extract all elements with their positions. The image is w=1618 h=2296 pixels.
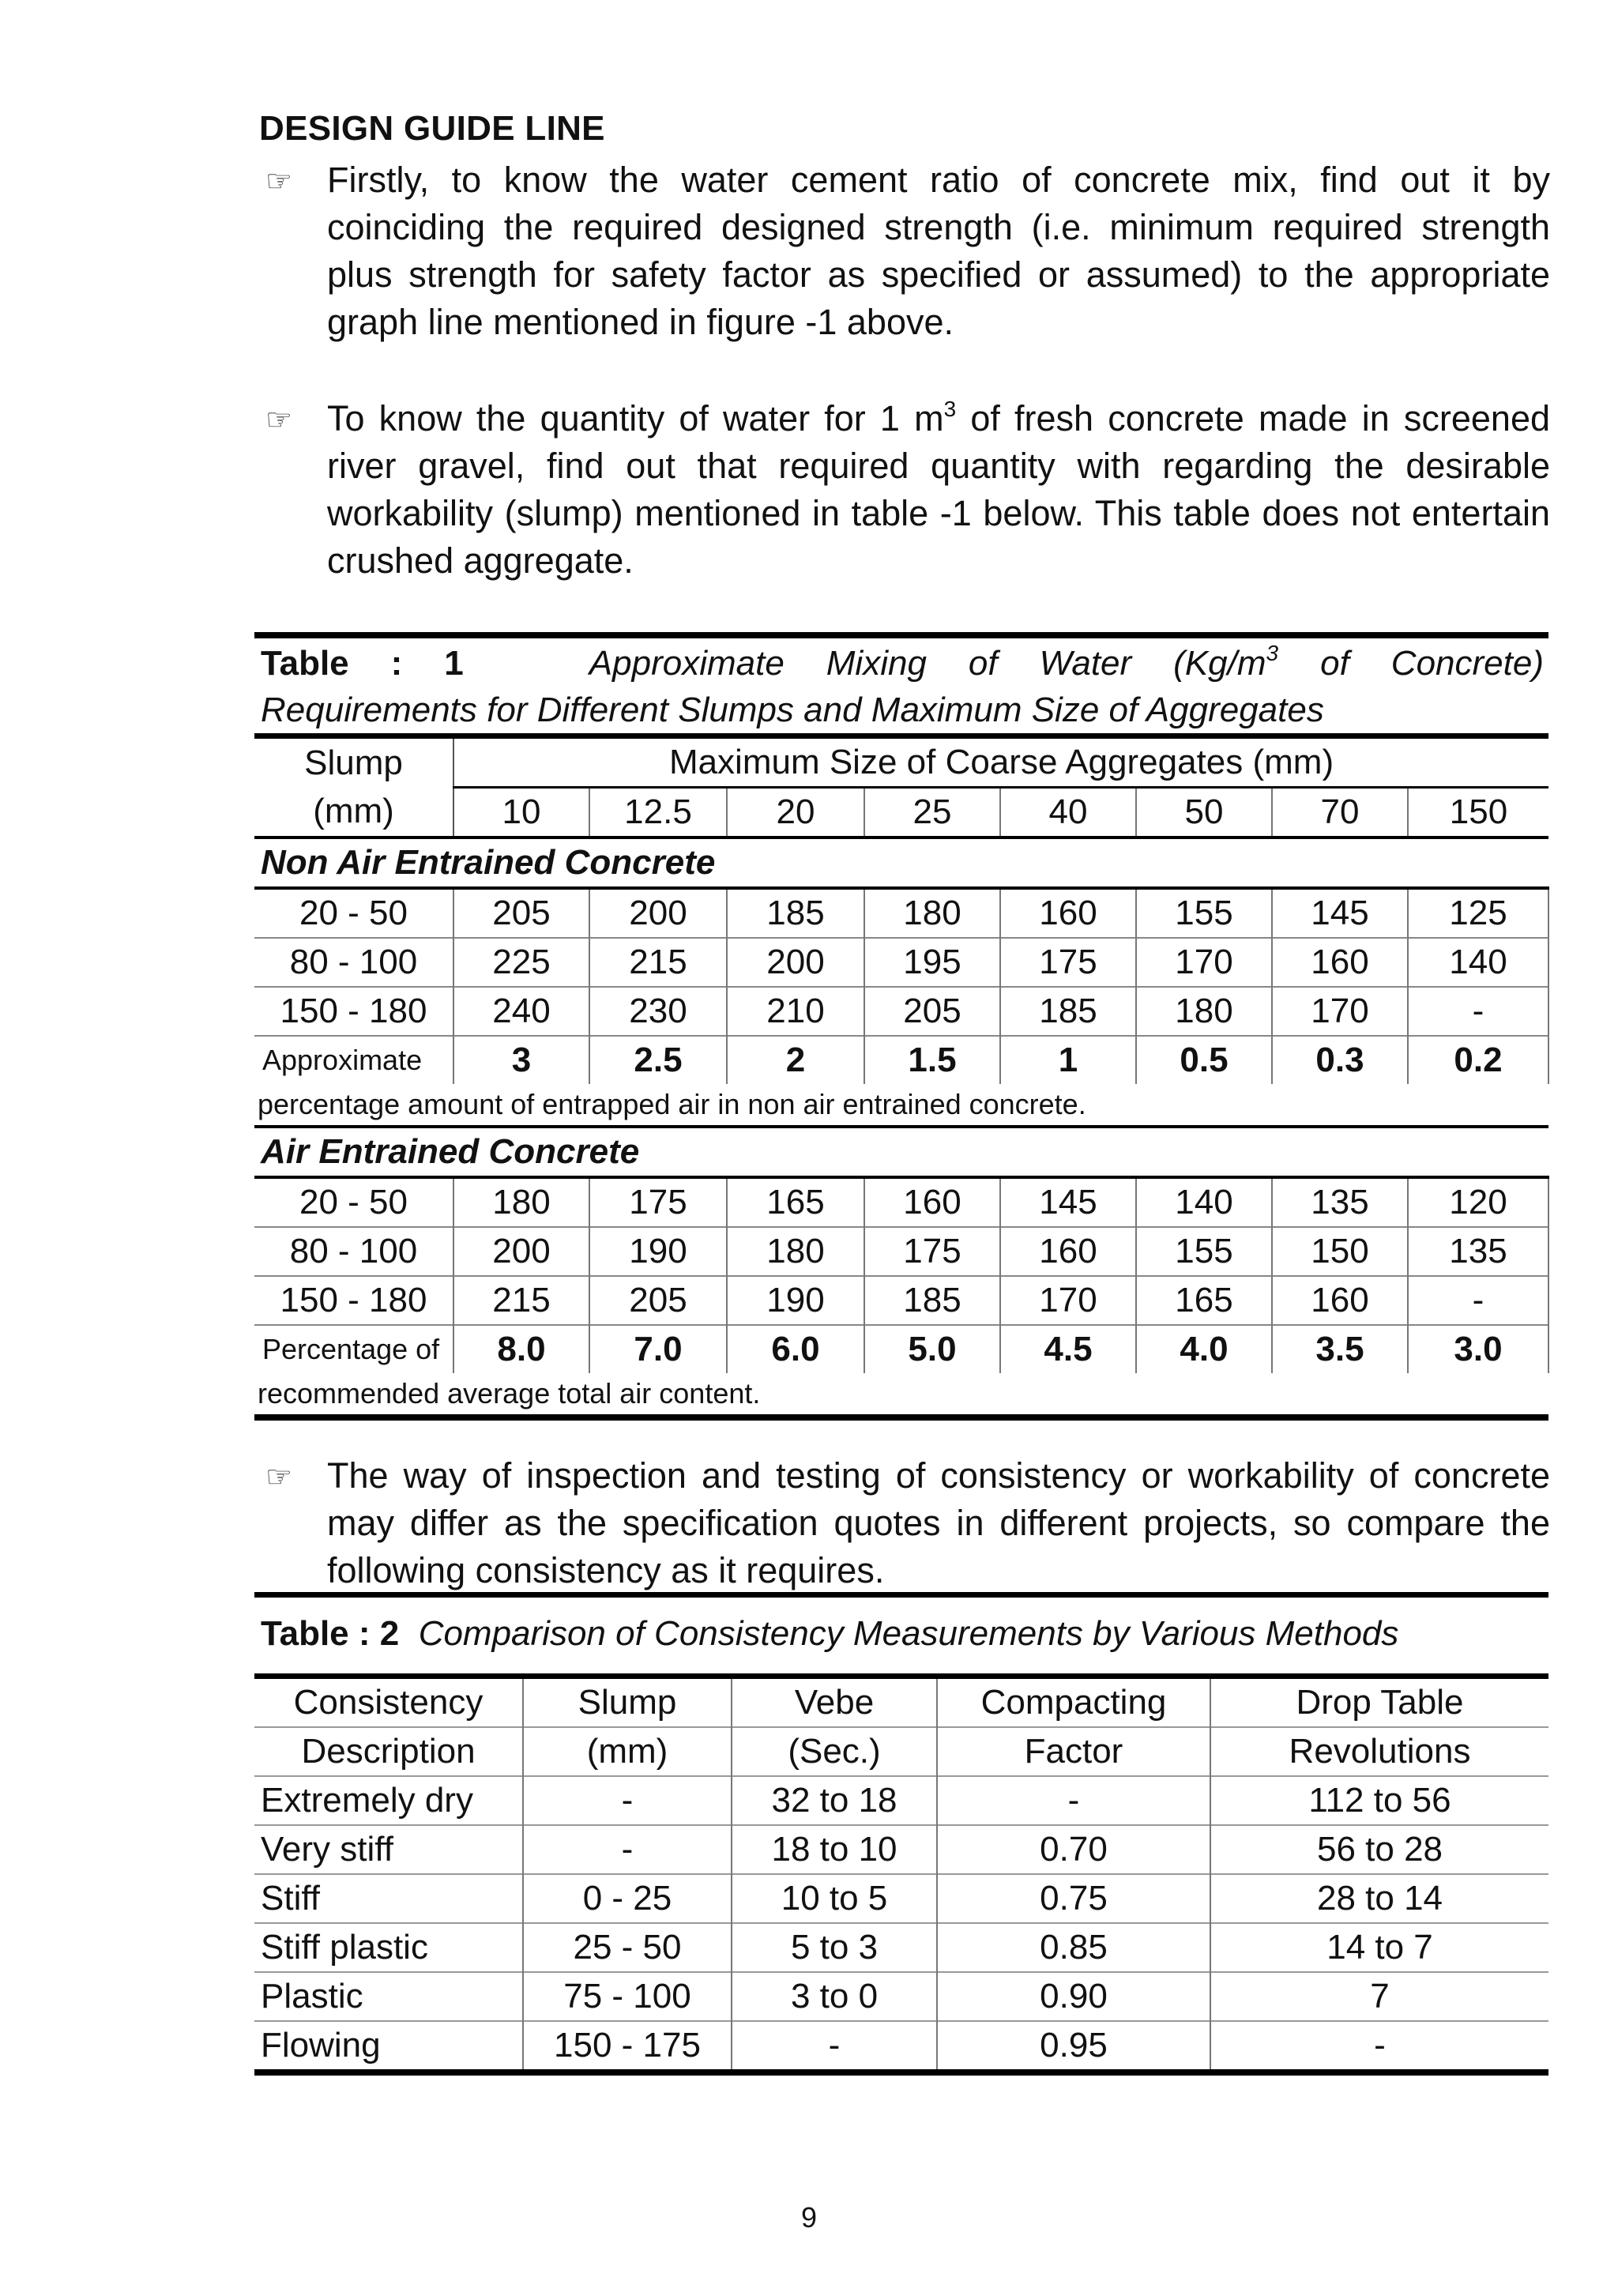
total-air-row: Percentage of 8.0 7.0 6.0 5.0 4.5 4.0 3.5 3.0 <box>254 1325 1548 1373</box>
size-col: 10 <box>453 788 589 837</box>
pointing-hand-icon: ☞ <box>265 404 293 437</box>
table-2-caption: Table : 2 Comparison of Consistency Measurements by Various Methods <box>261 1614 1399 1653</box>
table-row: 20 - 50 205 200 185 180 160 155 145 125 <box>254 888 1548 938</box>
size-col: 20 <box>727 788 864 837</box>
pointing-hand-icon: ☞ <box>265 1461 293 1494</box>
non-air-section-title: Non Air Entrained Concrete <box>254 836 1548 886</box>
air-note: recommended average total air content. <box>258 1377 761 1410</box>
table-row: Plastic 75 - 100 3 to 0 0.90 7 <box>254 1972 1548 2021</box>
table-1-header <box>254 733 1548 836</box>
table-row: Extremely dry - 32 to 18 - 112 to 56 <box>254 1776 1548 1825</box>
non-air-table <box>254 886 1549 1084</box>
bullet-consistency <box>265 1452 1550 1594</box>
table-row: Flowing 150 - 175 - 0.95 - <box>254 2021 1548 2072</box>
slump-header: Slump <box>254 736 453 788</box>
table-row: 150 - 180 240 230 210 205 185 180 170 - <box>254 987 1548 1036</box>
bullet-text: The way of inspection and testing of consistency or workability of concrete may differ as the specification quotes in different projects, so compare the following consistency as it requires. <box>327 1455 1550 1590</box>
air-section-title: Air Entrained Concrete <box>254 1125 1548 1176</box>
table-row: Stiff plastic 25 - 50 5 to 3 0.85 14 to 7 <box>254 1923 1548 1972</box>
size-col: 12.5 <box>589 788 727 837</box>
table-row: Very stiff - 18 to 10 0.70 56 to 28 <box>254 1825 1548 1874</box>
bullet-text: To know the quantity of water for 1 $m^3$ of fresh concrete made in screened river gravel, find out that required quantity with regarding the desirable workability (slump) mentioned in table -1 below. This table does not entertain crushed aggregate. <box>327 397 1551 581</box>
bullet-text: Firstly, to know the water cement ratio of concrete mix, find out it by coinciding the required designed strength (i.e. minimum required strength plus strength for safety factor as specified or assumed) to the appropriate graph line mentioned in figure -1 above. <box>327 160 1550 342</box>
table-2 <box>254 1592 1548 2076</box>
slump-unit-header: (mm) <box>254 788 453 837</box>
table-row: 20 - 50 180 175 165 160 145 140 135 120 <box>254 1177 1548 1227</box>
table-row: Stiff 0 - 25 10 to 5 0.75 28 to 14 <box>254 1874 1548 1923</box>
size-col: 70 <box>1272 788 1408 837</box>
page-number: 9 <box>800 2201 818 2234</box>
table-1 <box>254 632 1548 1421</box>
size-col: 150 <box>1449 792 1508 831</box>
size-header: Maximum Size of Coarse Aggregates (mm) <box>453 736 1548 788</box>
table-row: 80 - 100 200 190 180 175 160 155 150 135 <box>254 1227 1548 1276</box>
non-air-note: percentage amount of entrapped air in non air entrained concrete. <box>258 1088 1086 1120</box>
table-1-caption-line2: Requirements for Different Slumps and Maximum Size of Aggregates <box>261 691 1324 729</box>
table-row: 150 - 180 215 205 190 185 170 165 160 - <box>254 1276 1548 1325</box>
table-header-row: Consistency Slump Vebe Compacting Drop Table <box>254 1677 1548 1728</box>
consistency-table <box>254 1673 1548 2076</box>
bullet-water-quantity <box>265 395 1550 585</box>
table-1-caption: Table : 1 Approximate Mixing of Water ($Kg/m^3$ of Concrete) <box>261 641 1544 683</box>
bullet-water-cement-ratio <box>265 156 1550 346</box>
section-heading: DESIGN GUIDE LINE <box>259 109 605 148</box>
size-col: 40 <box>1000 788 1136 837</box>
size-col: 25 <box>864 788 1000 837</box>
table-header-row: Description (mm) (Sec.) Factor Revolutions <box>254 1727 1548 1776</box>
pointing-hand-icon: ☞ <box>265 165 293 198</box>
air-table <box>254 1176 1549 1373</box>
entrapped-air-row: Approximate 3 2.5 2 1.5 1 0.5 0.3 0.2 <box>254 1036 1548 1084</box>
size-col: 50 <box>1136 788 1272 837</box>
table-row: 80 - 100 225 215 200 195 175 170 160 140 <box>254 938 1548 987</box>
